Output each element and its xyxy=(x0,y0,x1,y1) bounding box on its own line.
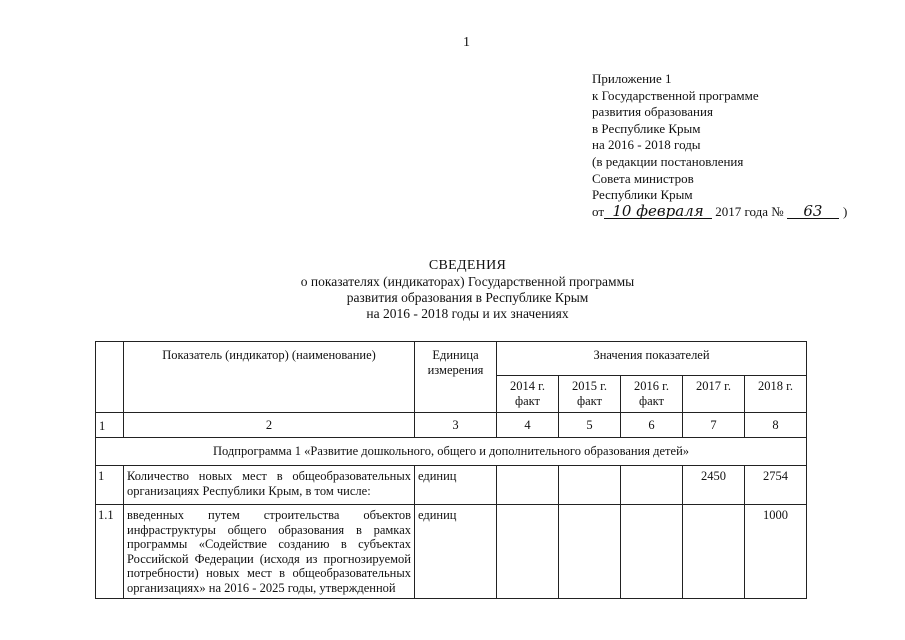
row-indicator-name: Количество новых мест в общеобразовательных организациях Республики Крым, в том числе: xyxy=(124,466,415,505)
column-number: 8 xyxy=(745,413,807,438)
row-value-2018: 1000 xyxy=(745,505,807,599)
header-values: Значения показателей xyxy=(497,342,807,376)
table-row xyxy=(96,505,807,599)
year-label: 2014 г. xyxy=(510,379,545,393)
column-number: 2 xyxy=(124,413,415,438)
column-number: 7 xyxy=(683,413,745,438)
appendix-line: Совета министров xyxy=(592,170,694,186)
from-prefix: от xyxy=(592,203,605,219)
title-line: о показателях (индикаторах) Государственной программы xyxy=(300,274,635,289)
year-cell xyxy=(497,376,559,413)
row-value-2014 xyxy=(497,466,559,505)
row-unit: единиц xyxy=(415,466,497,505)
column-number: 6 xyxy=(621,413,683,438)
year-cell xyxy=(683,376,745,413)
year-note: факт xyxy=(576,394,603,408)
column-number: 4 xyxy=(497,413,559,438)
row-index: 1.1 xyxy=(96,505,124,599)
table-header-row xyxy=(96,342,807,376)
year-label: 2015 г. xyxy=(572,379,607,393)
subprogram-row xyxy=(96,438,807,466)
row-value-2017: 2450 xyxy=(683,466,745,505)
appendix-block xyxy=(592,71,847,220)
header-empty-cell xyxy=(96,342,124,413)
header-indicator: Показатель (индикатор) (наименование) xyxy=(124,342,415,413)
year-label: 2017 г. xyxy=(696,379,731,393)
column-numbers-row xyxy=(96,413,807,438)
row-value-2016 xyxy=(621,466,683,505)
appendix-date-line xyxy=(592,201,848,221)
row-value-2017 xyxy=(683,505,745,599)
column-number: 3 xyxy=(415,413,497,438)
appendix-line: к Государственной программе xyxy=(592,87,759,103)
table-row xyxy=(96,466,807,505)
title-heading: СВЕДЕНИЯ xyxy=(428,258,507,273)
close-paren: ) xyxy=(842,203,848,219)
row-value-2014 xyxy=(497,505,559,599)
row-value-2015 xyxy=(559,505,621,599)
appendix-line: Республики Крым xyxy=(592,187,693,203)
year-text: 2017 года № xyxy=(715,203,784,219)
row-unit: единиц xyxy=(415,505,497,599)
title-line: на 2016 - 2018 годы и их значениях xyxy=(366,306,569,321)
year-cell xyxy=(559,376,621,413)
indicators-table xyxy=(95,341,807,599)
appendix-line: на 2016 - 2018 годы xyxy=(592,137,701,153)
page-number: 1 xyxy=(463,35,470,50)
row-value-2015 xyxy=(559,466,621,505)
subprogram-title: Подпрограмма 1 «Развитие дошкольного, общего и дополнительного образования детей» xyxy=(96,438,807,466)
document-title xyxy=(0,258,905,322)
title-line: развития образования в Республике Крым xyxy=(346,290,589,305)
year-label: 2016 г. xyxy=(634,379,669,393)
handwritten-number: 63 xyxy=(787,204,839,219)
year-note: факт xyxy=(638,394,665,408)
year-cell xyxy=(745,376,807,413)
year-label: 2018 г. xyxy=(758,379,793,393)
row-indicator-name: введенных путем строительства объектов инфраструктуры общего образования в рамках программы «Содействие созданию в субъектах Российской Федерации (исходя из прогнозируемой потребности) новых мест в общеобразовательных организациях» на 2016 - 2025 годы, утвержденной xyxy=(124,505,415,599)
year-note: факт xyxy=(514,394,541,408)
year-cell xyxy=(621,376,683,413)
row-value-2018: 2754 xyxy=(745,466,807,505)
column-number: 5 xyxy=(559,413,621,438)
appendix-line: (в редакции постановления xyxy=(592,153,744,169)
column-number: 1 xyxy=(96,413,124,438)
header-unit: Единица измерения xyxy=(415,342,497,413)
handwritten-date: 10 февраля xyxy=(604,204,712,219)
row-value-2016 xyxy=(621,505,683,599)
row-index: 1 xyxy=(96,466,124,505)
appendix-line: развития образования xyxy=(592,104,713,120)
appendix-line: Приложение 1 xyxy=(592,71,672,86)
appendix-line: в Республике Крым xyxy=(592,120,701,136)
